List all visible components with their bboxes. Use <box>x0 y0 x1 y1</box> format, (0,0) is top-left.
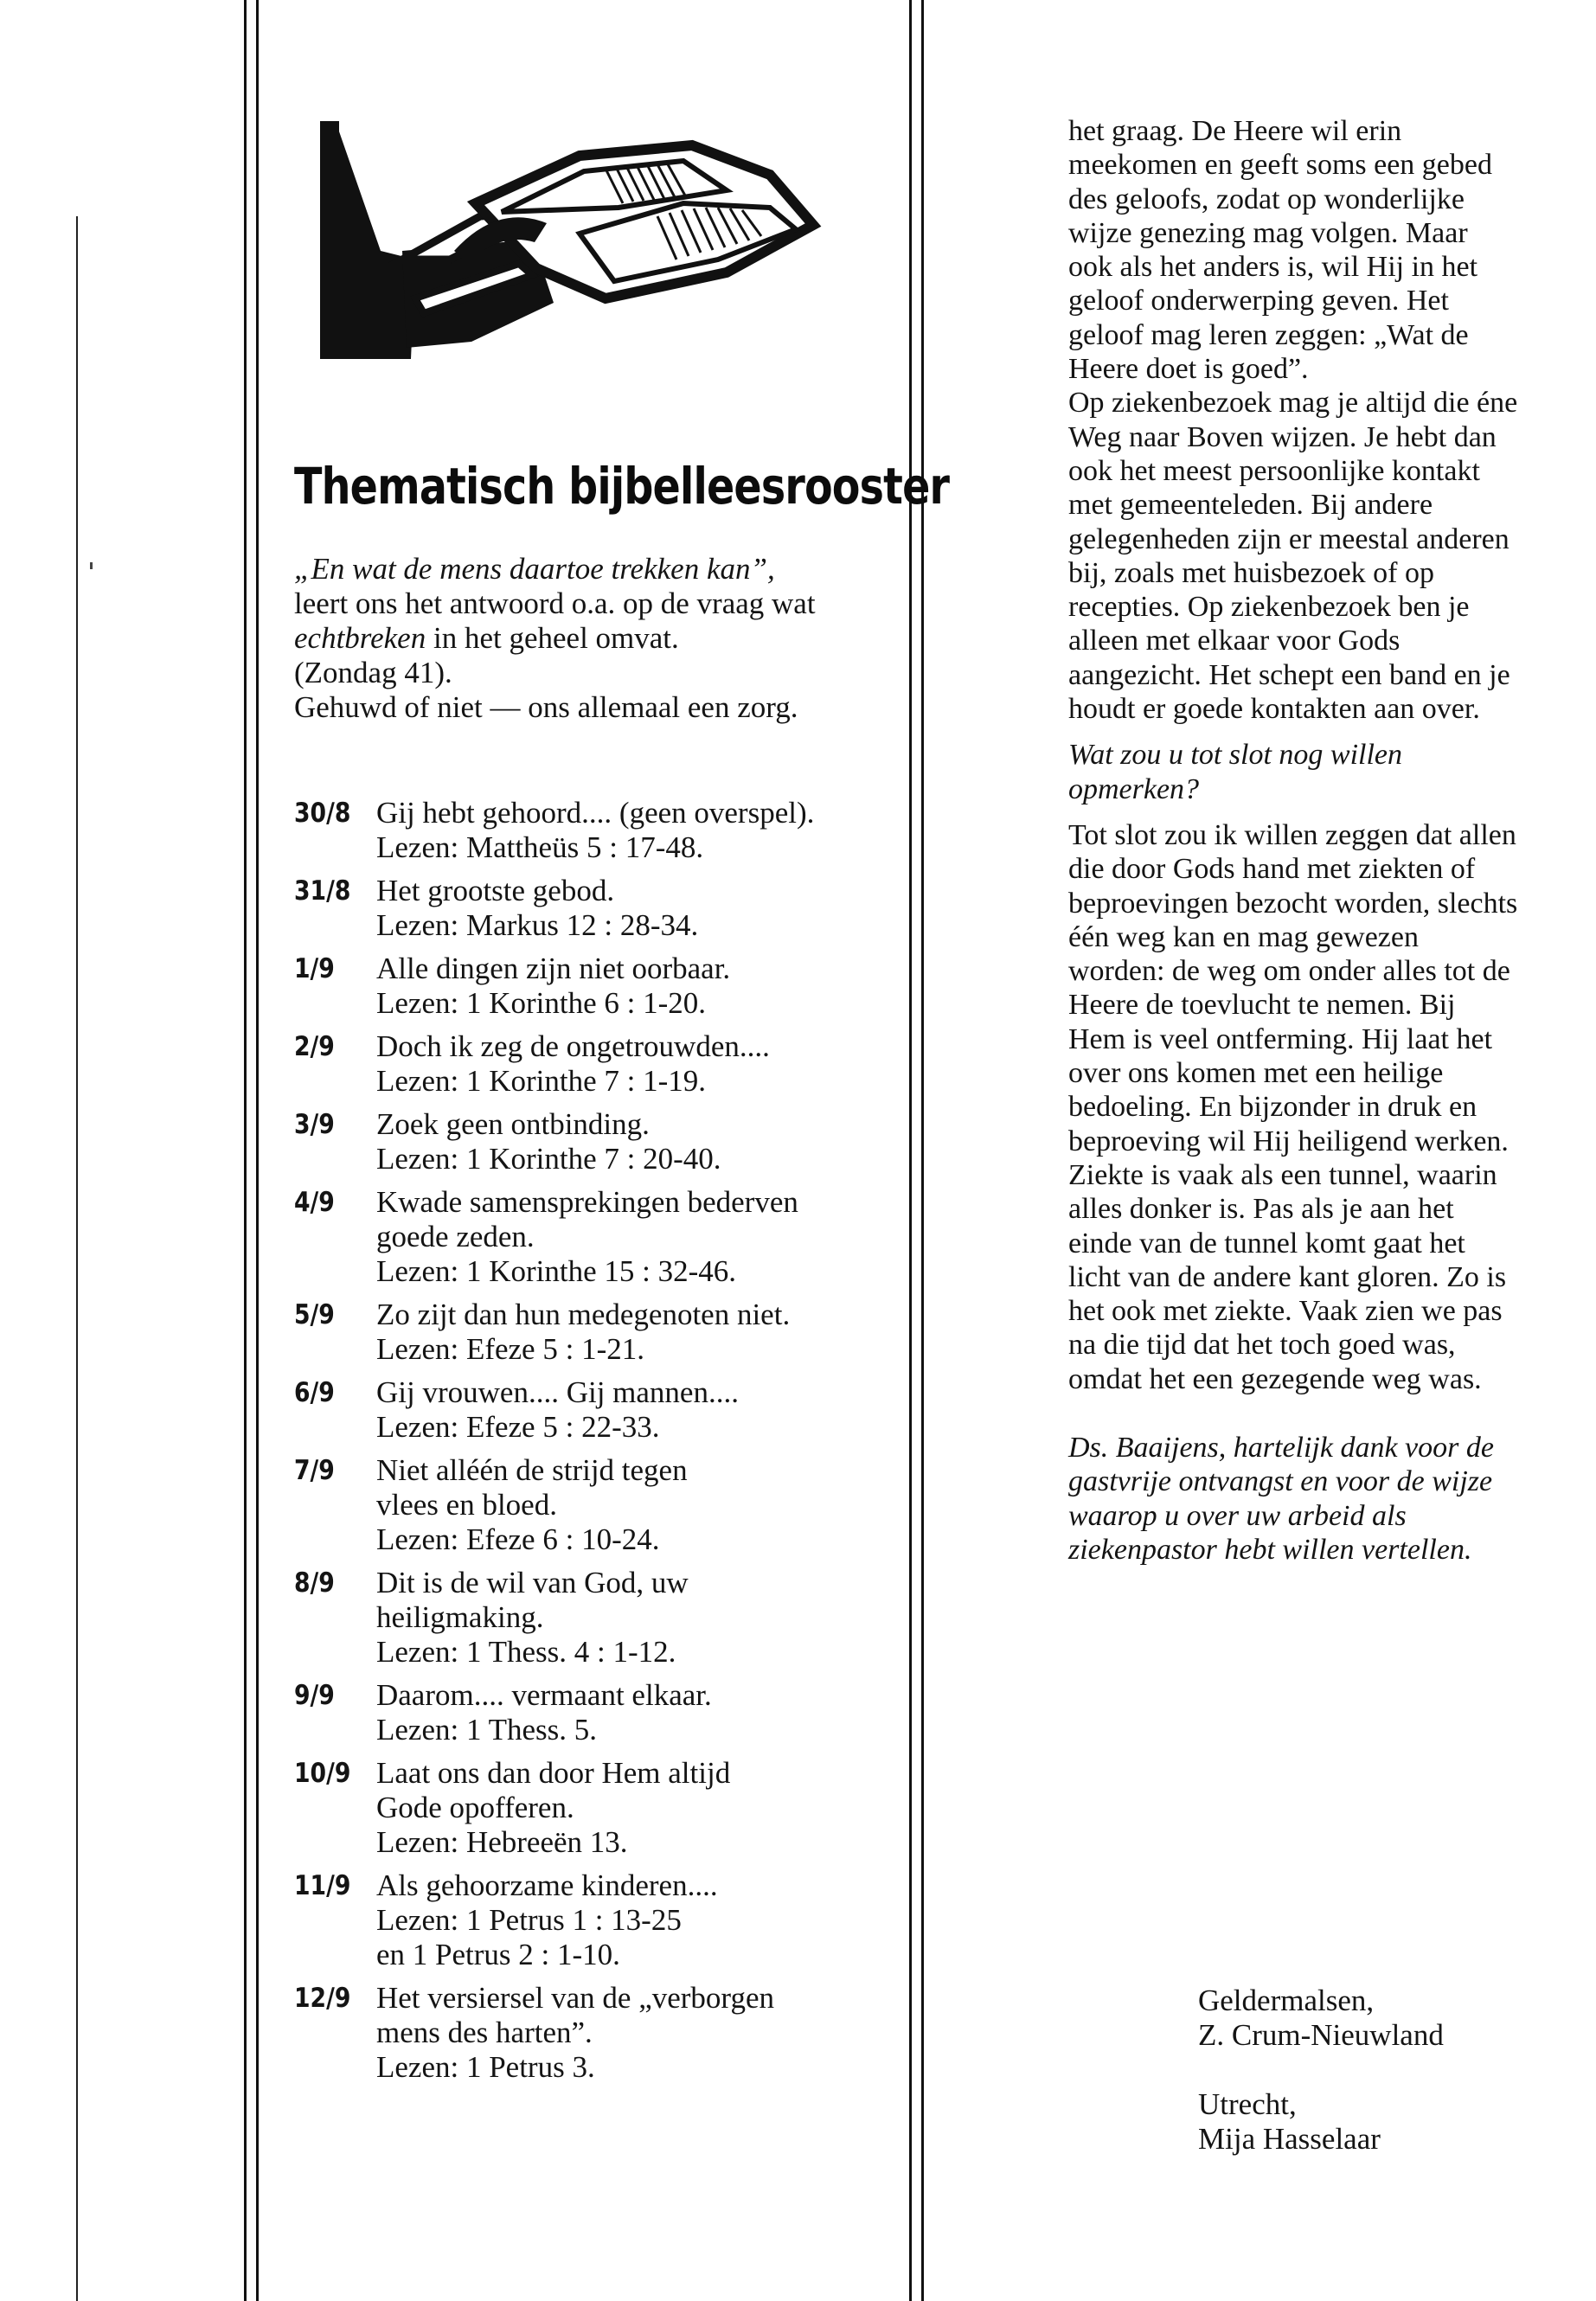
open-bible-hand-icon <box>320 121 856 363</box>
schedule-entry <box>294 1756 900 1860</box>
schedule-line: Dit is de wil van God, uw <box>376 1566 689 1599</box>
schedule-text <box>376 1756 730 1860</box>
schedule-text <box>376 1678 712 1747</box>
schedule-line: Lezen: 1 Korinthe 6 : 1-20. <box>376 986 707 1020</box>
intro-italic-word: echtbreken <box>294 621 426 655</box>
schedule-line: Zoek geen ontbinding. <box>376 1107 650 1141</box>
schedule-entry <box>294 796 900 865</box>
schedule-line: Alle dingen zijn niet oorbaar. <box>376 952 731 985</box>
schedule-date: 12/9 <box>294 1983 351 2014</box>
schedule-line: vlees en bloed. <box>376 1488 557 1522</box>
schedule-text <box>376 1453 688 1557</box>
schedule-line: Lezen: Mattheüs 5 : 17-48. <box>376 830 704 864</box>
schedule-entry <box>294 1453 900 1557</box>
schedule-date: 2/9 <box>294 1031 335 1062</box>
schedule-date: 5/9 <box>294 1299 335 1330</box>
article-paragraph: Op ziekenbezoek mag je altijd die éne Weg naar Boven wijzen. Je hebt dan ook het meest persoonlijke kontakt met gemeenteleden. Bij andere gelegenheden zijn er meestal anderen bij, zoals met huisbezoek of op recepties. Op ziekenbezoek ben je alleen met elkaar voor Gods aangezicht. Het schept een band en je houdt er goede kontakten aan over. <box>1068 387 1518 726</box>
signature-name: Z. Crum-Nieuwland <box>1198 2018 1444 2052</box>
schedule-text <box>376 1375 739 1445</box>
page-edge-line <box>76 216 78 2301</box>
schedule-date: 8/9 <box>294 1567 335 1599</box>
schedule-text <box>376 1868 718 1972</box>
schedule-text <box>376 1566 689 1670</box>
schedule-line: Lezen: Hebreeën 13. <box>376 1825 628 1859</box>
schedule-date: 3/9 <box>294 1109 335 1140</box>
schedule-line: Lezen: Efeze 5 : 1-21. <box>376 1332 644 1366</box>
page-title: Thematisch bijbelleesrooster <box>294 457 950 516</box>
schedule-text <box>376 1107 721 1176</box>
schedule-line: Lezen: Markus 12 : 28-34. <box>376 908 699 942</box>
schedule-entry <box>294 874 900 943</box>
schedule-line: Het versiersel van de „verborgen <box>376 1981 774 2015</box>
schedule-entry <box>294 1107 900 1176</box>
intro-paragraph <box>294 552 900 725</box>
schedule-line: Lezen: 1 Petrus 3. <box>376 2050 595 2084</box>
schedule-date: 1/9 <box>294 953 335 984</box>
schedule-line: Lezen: Efeze 6 : 10-24. <box>376 1522 660 1556</box>
schedule-entry <box>294 1029 900 1099</box>
left-column-rule-outer <box>244 0 247 2301</box>
schedule-line: Daarom.... vermaant elkaar. <box>376 1678 712 1712</box>
intro-quote: „En wat de mens daartoe trekken kan”, <box>294 552 775 586</box>
schedule-line: Kwade samensprekingen bederven <box>376 1185 798 1219</box>
schedule-text <box>376 874 698 943</box>
schedule-line: Lezen: 1 Korinthe 7 : 1-19. <box>376 1064 707 1098</box>
intro-line: leert ons het antwoord o.a. op de vraag wat <box>294 586 816 620</box>
schedule-line: Lezen: 1 Thess. 5. <box>376 1713 597 1747</box>
schedule-text <box>376 1981 774 2085</box>
article-paragraph: het graag. De Heere wil erin meekomen en geeft soms een gebed des geloofs, zodat op wonderlijke wijze genezing mag volgen. Maar ook als het anders is, wil Hij in het geloof onderwerping geven. Het geloof mag leren zeggen: „Wat de Heere doet is goed”. <box>1068 115 1492 386</box>
schedule-date: 10/9 <box>294 1758 351 1789</box>
schedule-text <box>376 1029 770 1099</box>
intro-line-rest: in het geheel omvat. <box>426 621 679 655</box>
schedule-date: 9/9 <box>294 1680 335 1711</box>
schedule-entry <box>294 1566 900 1670</box>
schedule-entry <box>294 952 900 1021</box>
reading-schedule <box>294 796 900 2093</box>
schedule-line: Lezen: 1 Petrus 1 : 13-25 <box>376 1903 682 1937</box>
schedule-entry <box>294 1678 900 1747</box>
schedule-line: Als gehoorzame kinderen.... <box>376 1868 718 1902</box>
interview-question: Wat zou u tot slot nog willen opmerken? <box>1068 739 1403 805</box>
schedule-line: Lezen: 1 Korinthe 7 : 20-40. <box>376 1142 721 1176</box>
schedule-line: mens des harten”. <box>376 2016 593 2049</box>
schedule-entry <box>294 1185 900 1289</box>
intro-line: Gehuwd of niet — ons allemaal een zorg. <box>294 690 798 724</box>
schedule-line: heiligmaking. <box>376 1600 544 1634</box>
schedule-date: 11/9 <box>294 1870 351 1901</box>
schedule-line: Gode opofferen. <box>376 1791 574 1824</box>
intro-line <box>294 621 900 656</box>
schedule-date: 31/8 <box>294 875 351 907</box>
schedule-entry <box>294 1868 900 1972</box>
page-mark <box>90 562 93 569</box>
signature-block <box>1198 2087 1381 2157</box>
schedule-entry <box>294 1298 900 1367</box>
signature-block <box>1198 1984 1444 2053</box>
schedule-line: Zo zijt dan hun medegenoten niet. <box>376 1298 791 1331</box>
schedule-line: Lezen: 1 Korinthe 15 : 32-46. <box>376 1254 737 1288</box>
article-paragraph: Ziekte is vaak als een tunnel, waarin alles donker is. Pas als je aan het einde van de tunnel komt gaat het licht van de andere kant gloren. Zo is het ook met ziekte. Vaak zien we pas na die tijd dat het toch goed was, omdat het een gezegende weg was. <box>1068 1158 1507 1395</box>
schedule-line: en 1 Petrus 2 : 1-10. <box>376 1938 620 1971</box>
signature-name: Mija Hasselaar <box>1198 2122 1381 2156</box>
schedule-line: goede zeden. <box>376 1220 535 1253</box>
article-continuation <box>1068 114 1518 1579</box>
schedule-text <box>376 1298 790 1367</box>
middle-column-rule-left <box>909 0 912 2301</box>
signature-place: Geldermalsen, <box>1198 1984 1375 2017</box>
middle-column-rule-right <box>921 0 924 2301</box>
closing-thanks: Ds. Baaijens, hartelijk dank voor de gastvrije ontvangst en voor de wijze waarop u over uw arbeid als ziekenpastor hebt willen vertellen. <box>1068 1431 1494 1566</box>
schedule-entry <box>294 1375 900 1445</box>
schedule-entry <box>294 1981 900 2085</box>
signature-place: Utrecht, <box>1198 2087 1297 2121</box>
left-column-rule-inner <box>256 0 259 2301</box>
schedule-line: Lezen: 1 Thess. 4 : 1-12. <box>376 1635 676 1669</box>
schedule-date: 7/9 <box>294 1455 335 1486</box>
schedule-line: Doch ik zeg de ongetrouwden.... <box>376 1029 770 1063</box>
schedule-line: Laat ons dan door Hem altijd <box>376 1756 731 1790</box>
schedule-line: Lezen: Efeze 5 : 22-33. <box>376 1410 660 1444</box>
schedule-line: Niet alléén de strijd tegen <box>376 1453 688 1487</box>
schedule-date: 4/9 <box>294 1187 335 1218</box>
schedule-line: Gij hebt gehoord.... (geen overspel). <box>376 796 815 830</box>
schedule-text <box>376 952 730 1021</box>
intro-line: (Zondag 41). <box>294 656 452 689</box>
schedule-line: Het grootste gebod. <box>376 874 615 907</box>
schedule-text <box>376 1185 798 1289</box>
article-paragraph: Tot slot zou ik willen zeggen dat allen die door Gods hand met ziekten of beproevingen bezocht worden, slechts één weg kan en mag gewezen worden: de weg om onder alles tot de Heere de toevlucht te nemen. Bij Hem is veel ontferming. Hij laat het over ons komen met een heilige bedoeling. En bijzonder in druk en beproeving wil Hij heiligend werken. <box>1068 818 1518 1157</box>
schedule-date: 30/8 <box>294 798 351 829</box>
schedule-line: Gij vrouwen.... Gij mannen.... <box>376 1375 739 1409</box>
schedule-date: 6/9 <box>294 1377 335 1408</box>
schedule-text <box>376 796 814 865</box>
